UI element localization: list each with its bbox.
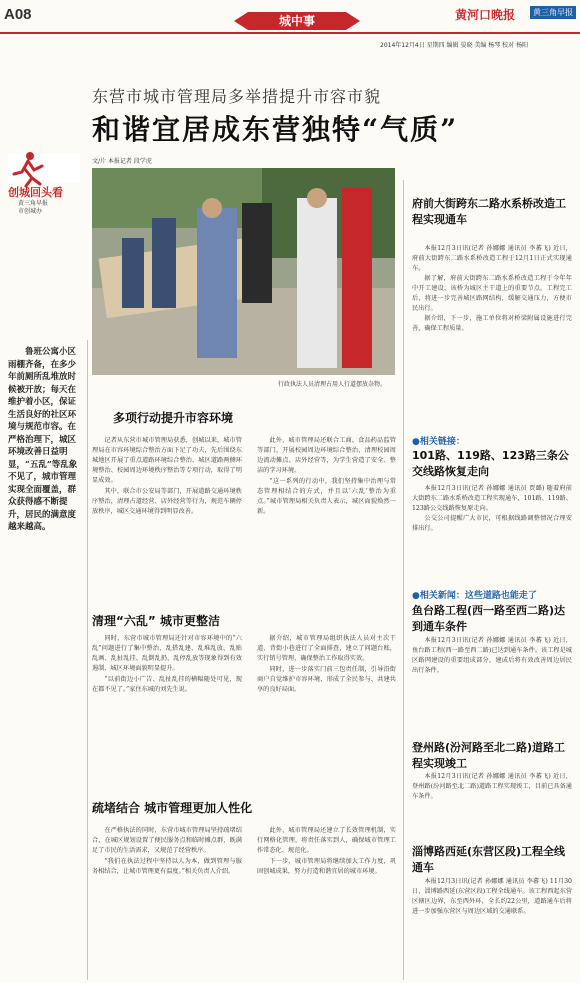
article-byline: 文/片 本报记者 段学虎 [92,158,152,165]
column-divider [87,340,88,980]
paragraph: 据介绍，下一步，施工单位将对桥梁附属设施进行完善，确保工程质量。 [412,315,572,332]
paragraph: 同时，进一步落实门前三包责任制，引导沿街商户自觉维护市容环境，形成了全民参与、共建共享的良好局面。 [257,666,396,693]
paragraph: 此外，城市管理局还建立了长效管理机制，实行网格化管理，将责任落实到人，确保城市管理工作常态化、规范化。 [257,827,396,854]
paragraph: 在严格执法的同时，东营市城市管理局坚持疏堵结合，在城区规划设置了便民服务点和临时摊点群，既满足了市民的生活需求，又规范了经营秩序。 [92,827,242,854]
badge-subtitle: 黄三角早报 市创城办 [18,200,49,215]
related-link-label: ●相关链接： [412,437,465,447]
sidebar-headline: 鱼台路工程(西一路至西二路)达到通车条件 [412,604,566,633]
subhead-2: 清理“六乱” 城市更整洁 [92,614,220,628]
paragraph: 此外，城市管理局还联合工商、食品药品监管等部门，开展校园周边环境综合整治，清理校园周边流动摊点、店外经营等，为学生营造了安全、整洁的学习环境。 [257,437,396,474]
running-figure-icon [8,148,80,188]
body-column [92,826,242,976]
dateline: 2014年12月4日 星期四 编辑 晏晓 美编 杨琴 校对 杨阳 [380,42,529,49]
subhead-3: 疏堵结合 城市管理更加人性化 [92,801,253,815]
paragraph: 记者从东营市城市管理局获悉，创城以来，城市管理局在市容环境综合整治方面下足了功夫，先后围绕东城地区开展了重点道路环境综合整治、城区道路两侧环境整治、校园周边环境秩序整治等专项行动，取得了明显成效。 [92,437,242,484]
body-column [92,436,242,604]
sidebar-headline: 101路、119路、123路三条公交线路恢复走向 [412,449,569,478]
newspaper-logo: 黄河口晚报 [455,8,516,22]
article-headline: 和谐宜居成东营独特“气质” [92,113,459,146]
paragraph: 下一步，城市管理局将继续加大工作力度，巩固创城成果，努力打造和谐宜居的城市环境。 [257,858,396,875]
related-news-label: ●相关新闻：这些道路也能走了 [412,591,537,601]
section-tab: 城中事 [248,12,346,30]
sidebar-headline: 淄博路西延(东营区段)工程全线通车 [412,845,566,874]
news-photo [92,168,395,375]
sidebar-body [412,772,572,838]
body-column [92,634,242,790]
paragraph: 本报12月3日讯(记者 孙娜娜 通讯员 李蕃飞) 近日，府前大街跨东二路水系桥改造工程于12月1日正式实现通车。 [412,245,572,272]
paragraph: 本报12月3日讯(记者 孙娜娜 通讯员 李蕃飞) 近日，登州路(汾河路至北二路)道路工程实现竣工，目前已具备通车条件。 [412,773,572,800]
sidebar-body [412,877,572,977]
paragraph: “我们在执法过程中坚持以人为本，做到管理与服务相结合，让城市管理更有温度。”相关负责人介绍。 [92,858,242,875]
header-rule [0,32,580,34]
paragraph: “这一系列的行动中，我们坚持集中治理与常态管理相结合的方式，并且以‘六乱’整治为重点。”城市管理局相关负责人表示，城区面貌焕然一新。 [257,478,396,515]
sidebar-headline: 登州路(汾河路至北二路)道路工程实现竣工 [412,741,566,770]
paragraph: 公交公司提醒广大市民，可根据线路调整情况合理安排出行。 [412,515,572,532]
paragraph: 据介绍，城市管理局组织执法人员对主次干道、背街小巷进行了全面排查，建立了问题台账，实行销号管理，确保整治工作取得实效。 [257,635,396,662]
photo-caption: 行政执法人员清理占用人行道摆放杂物。 [278,381,387,388]
column-divider [403,180,404,980]
newspaper-tag: 黄三角早报 [530,6,576,19]
subhead-1: 多项行动提升市容环境 [113,411,234,425]
paragraph: 同时，东营市城市管理局还针对市容环境中的“六乱”问题进行了集中整治，乱搭乱建、乱堆乱放、乱贴乱画、乱扯乱挂、乱倒乱扔、乱停乱放等现象得到有效遏制，城区环境面貌明显提升。 [92,635,242,672]
paragraph: 据了解，府前大街跨东二路水系桥改造工程于今年年中开工建设，该桥为城区主干道上的重要节点。工程完工后，将进一步完善城区路网结构，缓解交通压力，方便市民出行。 [412,275,572,312]
sidebar-headline: 府前大街跨东二路水系桥改造工程实现通车 [412,197,566,226]
paragraph: “以前街边小广告、乱扯乱挂的横幅随处可见，现在都不见了。”家住东城的刘先生说。 [92,676,242,693]
paragraph: 其中，联合市公安局等部门，开展道路交通环境秩序整治，清理占道经营、店外经营等行为，规范车辆停放秩序，城区交通环境得到明显改善。 [92,488,242,515]
body-column [257,634,396,790]
sidebar-body [412,484,572,582]
article-kicker: 东营市城市管理局多举措提升市容市貌 [92,87,382,106]
sidebar-body [412,244,572,430]
badge-title: 创城回头看 [8,186,63,199]
paragraph: 本报12月3日讯(记者 孙娜娜 通讯员 李蕃飞) 11月30日，淄博路西延(东营区段)工程全线通车。该工程西起东营区辖区边界，东至西外环，全长约22公里，道路通车后将进一步加强东营区与周边区域的交通联系。 [412,878,572,915]
paragraph: 本报12月3日讯(记者 孙娜娜 通讯员 李蕃飞) 近日，鱼台路工程(西一路至西二路)已达到通车条件。该工程是城区路网建设的重要组成部分，建成后将有效改善周边居民出行条件。 [412,637,572,674]
body-column [257,826,396,976]
paragraph: 本报12月3日讯(记者 孙娜娜 通讯员 贾璐) 随着府前大街跨东二路水系桥改造工程实现通车，101路、119路、123路公交线路恢复原走向。 [412,485,572,512]
body-column [257,436,396,604]
editor-note: 鲁班公寓小区雨棚齐备，在多少年前厕所乱堆放时候被开放；每天在维护着小区，保证生活良好的社区环境与规范市容。在严格治理下，城区环境改善日益明显，“五乱”等乱象不见了，城市管理实现全面覆盖，群众获得感不断提升，居民的满意度越来越高。 [8,347,78,532]
sidebar-body [412,636,572,732]
page-number: A08 [4,6,32,23]
